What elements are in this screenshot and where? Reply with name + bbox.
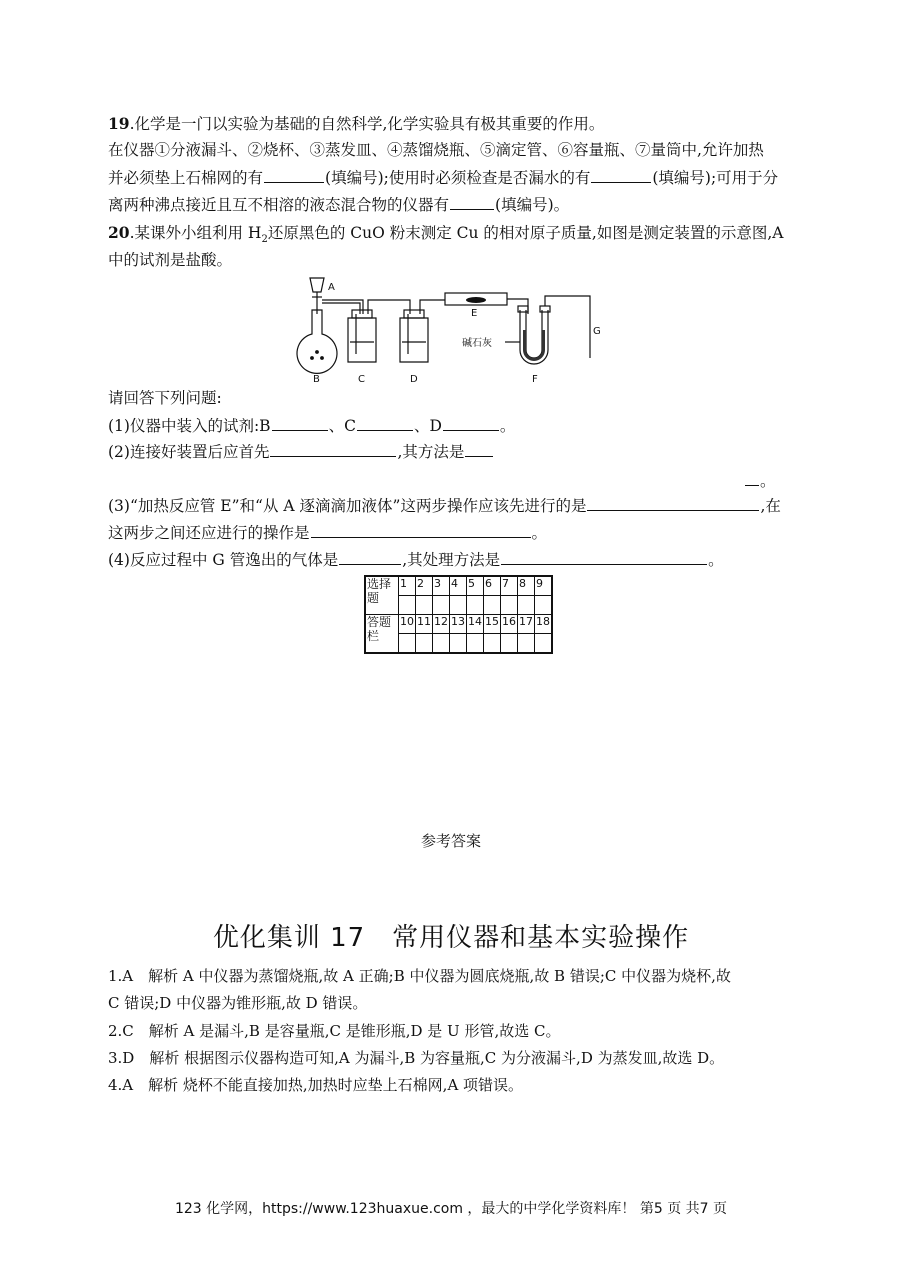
grid-number: 3 [433, 576, 450, 596]
q19-line1: 19.化学是一门以实验为基础的自然科学,化学实验具有极其重要的作用。 [108, 114, 605, 133]
grid-cell [399, 634, 416, 654]
answer-blank [339, 546, 401, 565]
answer-blank [272, 412, 328, 431]
page-title: 优化集训 17 常用仪器和基本实验操作 [212, 923, 690, 953]
grid-cell [501, 596, 518, 615]
answer-1-cont: C 错误;D 中仪器为锥形瓶,故 D 错误。 [108, 994, 368, 1012]
grid-cell [433, 634, 450, 654]
q19-line2: 在仪器①分液漏斗、②烧杯、③蒸发皿、④蒸馏烧瓶、⑤滴定管、⑥容量瓶、⑦量筒中,允许加热 [108, 141, 764, 159]
grid-cell [535, 634, 553, 654]
answer-2: 2.C 解析 A 是漏斗,B 是容量瓶,C 是锥形瓶,D 是 U 形管,故选 C。 [108, 1022, 561, 1040]
grid-number: 8 [518, 576, 535, 596]
grid-number: 16 [501, 615, 518, 634]
page-footer: 123 化学网，https://www.123huaxue.com ，最大的中学化学资料库！ 第5 页 共7 页 [174, 1201, 728, 1217]
label-f: F [532, 374, 538, 385]
q20-part3-cont: 这两步之间还应进行的操作是 。 [108, 519, 547, 546]
grid-cell [450, 596, 467, 615]
q20-line2: 中的试剂是盐酸。 [108, 251, 233, 269]
grid-number: 18 [535, 615, 553, 634]
grid-number: 14 [467, 615, 484, 634]
answer-blank [443, 412, 499, 431]
grid-cell [433, 596, 450, 615]
answer-4: 4.A 解析 烧杯不能直接加热,加热时应垫上石棉网,A 项错误。 [108, 1076, 524, 1094]
answer-blank [311, 519, 531, 538]
grid-cell [484, 634, 501, 654]
label-soda-lime: 碱石灰 [462, 338, 492, 349]
grid-cell [450, 634, 467, 654]
answer-grid [364, 575, 553, 654]
grid-cell [535, 596, 553, 615]
answer-blank [501, 546, 707, 565]
grid-cell [484, 596, 501, 615]
grid-number: 2 [416, 576, 433, 596]
grid-number: 11 [416, 615, 433, 634]
answer-blank [450, 191, 494, 210]
grid-cell [399, 596, 416, 615]
q20-part2-end: 。 [744, 467, 776, 494]
grid-cell [467, 634, 484, 654]
grid-number: 13 [450, 615, 467, 634]
label-e: E [471, 308, 478, 319]
grid-cell [416, 596, 433, 615]
q20-line1: 20.某课外小组利用 $H_2$还原黑色的 CuO 粉末测定 Cu 的相对原子质量,如图是测定装置的示意图,A [108, 223, 784, 246]
grid-cell [518, 634, 535, 654]
grid-number: 6 [484, 576, 501, 596]
label-g: G [593, 326, 601, 337]
grid-number: 17 [518, 615, 535, 634]
answer-blank [465, 438, 493, 457]
label-d: D [410, 374, 418, 385]
answer-blank [591, 164, 651, 183]
answer-3: 3.D 解析 根据图示仪器构造可知,A 为漏斗,B 为容量瓶,C 为分液漏斗,D 为蒸发皿,故选 D。 [108, 1049, 725, 1067]
grid-number: 12 [433, 615, 450, 634]
grid-number: 9 [535, 576, 553, 596]
grid-cell [501, 634, 518, 654]
q20-part4: (4)反应过程中 G 管逸出的气体是 ,其处理方法是 。 [108, 546, 724, 573]
label-a: A [328, 282, 335, 293]
answer-blank [587, 492, 759, 511]
grid-number: 10 [399, 615, 416, 634]
apparatus-diagram [290, 270, 620, 388]
q20-part2: (2)连接好装置后应首先 ,其方法是 [108, 438, 494, 465]
grid-cell [467, 596, 484, 615]
grid-number: 7 [501, 576, 518, 596]
grid-number: 5 [467, 576, 484, 596]
grid-number: 4 [450, 576, 467, 596]
grid-label-answer: 答题栏 [365, 615, 399, 654]
q19-line4: 离两种沸点接近且互不相溶的液态混合物的仪器有 (填编号)。 [108, 191, 569, 218]
q19-number: 19 [108, 114, 130, 133]
answer-blank [745, 467, 759, 486]
grid-cell [518, 596, 535, 615]
answer-blank [264, 164, 324, 183]
grid-number: 1 [399, 576, 416, 596]
answer-blank [357, 412, 413, 431]
answer-1: 1.A 解析 A 中仪器为蒸馏烧瓶,故 A 正确;B 中仪器为圆底烧瓶,故 B 错误;C 中仪器为烧杯,故 [108, 967, 731, 985]
answer-blank [270, 438, 396, 457]
q20-number: 20 [108, 223, 130, 242]
label-b: B [313, 374, 320, 385]
grid-number: 15 [484, 615, 501, 634]
q20-part3: (3)“加热反应管 E”和“从 A 逐滴滴加液体”这两步操作应该先进行的是 ,在 [108, 492, 781, 519]
answer-heading: 参考答案 [420, 832, 481, 850]
grid-cell [416, 634, 433, 654]
grid-label-choice: 选择题 [365, 576, 399, 615]
q20-prompt: 请回答下列问题: [108, 389, 222, 407]
label-c: C [358, 374, 365, 385]
q20-part1: (1)仪器中装入的试剂:B 、C 、D 。 [108, 412, 515, 439]
q19-line3: 并必须垫上石棉网的有 (填编号);使用时必须检查是否漏水的有 (填编号);可用于分 [108, 164, 778, 191]
